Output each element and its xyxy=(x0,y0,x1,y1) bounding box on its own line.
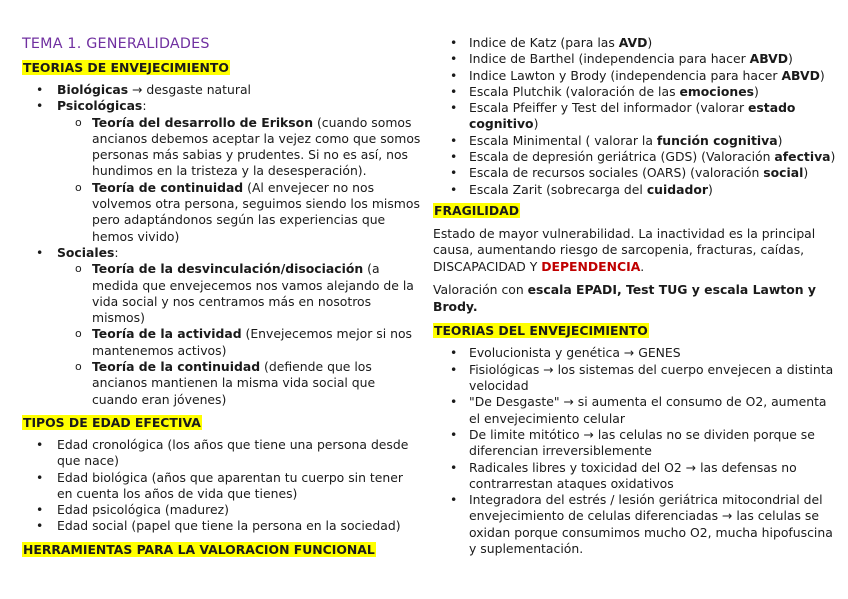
item-bold: emociones xyxy=(679,83,755,99)
item-label: Biológicas xyxy=(57,82,129,97)
teorias2-list xyxy=(433,345,838,557)
list-item xyxy=(433,165,838,181)
herramientas-list xyxy=(433,35,838,198)
item-colon: : xyxy=(142,98,147,114)
paragraph-text: Estado de mayor vulnerabilidad. La inactividad es la principal causa, aumentando riesgo de sarcopenia, fracturas, caídas, DISCAPACIDAD Y xyxy=(433,225,816,274)
page-title: TEMA 1. GENERALIDADES xyxy=(22,36,210,52)
item-label: Sociales xyxy=(57,244,115,260)
paragraph-bold: escala EPADI, Test TUG y escala Lawton y Brody. xyxy=(433,282,816,314)
item-bold: estado cognitivo xyxy=(469,100,796,132)
red-emphasis: DEPENDENCIA xyxy=(541,258,641,274)
item-text: (defiende que los ancianos mantienen la misma vida social que cuando eran jóvenes) xyxy=(92,359,376,407)
item-text: Escala Pfeiffer y Test del informador (valorar xyxy=(469,100,748,116)
section-heading: FRAGILIDAD xyxy=(434,202,520,218)
item-text: Escala de recursos sociales (OARS) (valoración xyxy=(469,165,764,181)
fragilidad-paragraph xyxy=(433,226,838,276)
right-column xyxy=(433,35,838,557)
item-bold: AVD xyxy=(618,35,648,50)
list-item: • Edad cronológica (los años que tiene una persona desde que nace) xyxy=(22,437,422,470)
list-item xyxy=(433,68,838,84)
list-item xyxy=(22,261,422,326)
list-item xyxy=(22,115,422,180)
list-item xyxy=(22,359,422,408)
list-item: • Integradora del estrés / lesión geriátrica mitocondrial del envejecimiento de celulas diferenciadas → las celulas se oxidan porque consumimos mucho O2, mucha hipofuscina y suplementación. xyxy=(433,492,838,557)
item-text: ) xyxy=(788,51,793,67)
list-item-psicologicas xyxy=(22,98,422,245)
section-teorias-heading xyxy=(22,59,422,76)
item-text: ) xyxy=(830,149,836,165)
item-text: Escala de depresión geriátrica (GDS) (Valoración xyxy=(469,149,775,165)
list-item xyxy=(433,84,838,100)
list-item xyxy=(433,51,838,67)
section-herramientas-heading xyxy=(22,541,422,558)
edad-list xyxy=(22,437,422,535)
item-text: ) xyxy=(803,165,809,181)
list-item xyxy=(433,100,838,133)
list-item: • "De Desgaste" → si aumenta el consumo de O2, aumenta el envejecimiento celular xyxy=(433,394,838,427)
item-bold: ABVD xyxy=(781,67,820,83)
item-bold: Teoría del desarrollo de Erikson xyxy=(92,114,314,130)
sociales-sublist xyxy=(22,261,422,408)
item-text: Indice de Barthel (independencia para hacer xyxy=(469,51,750,67)
section-heading: TEORIAS DEL ENVEJECIMIENTO xyxy=(434,323,648,339)
item-bold: Teoría de la actividad xyxy=(92,326,242,342)
section-edad-heading xyxy=(22,414,422,431)
item-text: Escala Zarit (sobrecarga del xyxy=(469,181,647,197)
list-item xyxy=(22,180,422,245)
paragraph-text: Valoración con xyxy=(433,282,528,298)
item-bold: Teoría de continuidad xyxy=(92,179,244,195)
item-bold: función cognitiva xyxy=(656,132,778,148)
item-text: ) xyxy=(707,181,713,197)
section-heading: TEORIAS DE ENVEJECIMIENTO xyxy=(23,60,229,75)
list-item xyxy=(433,149,838,165)
item-text: ) xyxy=(533,116,539,132)
section-heading: TIPOS DE EDAD EFECTIVA xyxy=(23,414,201,430)
item-text: ) xyxy=(647,35,653,50)
list-item-biologicas xyxy=(22,82,422,98)
teorias-list xyxy=(22,82,422,408)
item-text: (cuando somos ancianos debemos aceptar la vejez como que somos personas más sabias y prudentes. Si no es así, nos hundimos en la tristeza y la desesperación). xyxy=(92,114,421,179)
section-heading: HERRAMIENTAS PARA LA VALORACION FUNCIONAL xyxy=(23,541,375,557)
list-item: • Radicales libres y toxicidad del O2 → las defensas no contrarrestan ataques oxidativos xyxy=(433,460,838,493)
paragraph-text: . xyxy=(640,258,645,274)
item-text: ) xyxy=(754,83,759,99)
item-bold: social xyxy=(763,165,804,181)
list-item-sociales xyxy=(22,245,422,408)
item-text: → desgaste natural xyxy=(128,82,251,97)
list-item: • De limite mitótico → las celulas no se dividen porque se diferencian irreversiblemente xyxy=(433,427,838,460)
item-colon: : xyxy=(114,244,119,260)
list-item xyxy=(433,35,838,51)
list-item: • Edad psicológica (madurez) xyxy=(22,502,422,518)
item-label: Psicológicas xyxy=(57,98,143,114)
item-text: ) xyxy=(819,67,825,83)
item-text: (a medida que envejecemos nos vamos alejando de la vida social y nos centramos más en nosotros mismos) xyxy=(92,261,414,326)
item-bold: Teoría de la continuidad xyxy=(92,359,261,375)
list-item xyxy=(433,133,838,149)
item-text: ) xyxy=(777,132,783,148)
list-item xyxy=(22,326,422,359)
item-text: Escala Plutchik (valoración de las xyxy=(469,83,680,99)
item-text: Indice Lawton y Brody (independencia para hacer xyxy=(469,67,782,83)
list-item: • Edad social (papel que tiene la persona en la sociedad) xyxy=(22,518,422,534)
item-text: (Al envejecer no nos volvemos otra persona, seguimos siendo los mismos pero adaptándonos según las experiencias que hemos vivido) xyxy=(92,179,420,244)
psicologicas-sublist xyxy=(22,115,422,245)
list-item xyxy=(433,182,838,198)
valoracion-paragraph xyxy=(433,282,838,315)
list-item: • Fisiológicas → los sistemas del cuerpo envejecen a distinta velocidad xyxy=(433,362,838,395)
item-text: Indice de Katz (para las xyxy=(469,35,619,50)
list-item: • Edad biológica (años que aparentan tu cuerpo sin tener en cuenta los años de vida que tienes) xyxy=(22,470,422,503)
item-bold: cuidador xyxy=(646,181,708,197)
item-bold: afectiva xyxy=(774,149,831,165)
left-column xyxy=(22,35,422,558)
item-text: Escala Minimental ( valorar la xyxy=(469,132,657,148)
section-fragilidad-heading xyxy=(433,202,838,219)
item-text: (Envejecemos mejor si nos mantenemos activos) xyxy=(92,326,413,358)
item-bold: ABVD xyxy=(749,51,789,67)
list-item: • Evolucionista y genética → GENES xyxy=(433,345,838,361)
section-teorias2-heading xyxy=(433,322,838,339)
item-bold: Teoría de la desvinculación/disociación xyxy=(92,261,364,277)
